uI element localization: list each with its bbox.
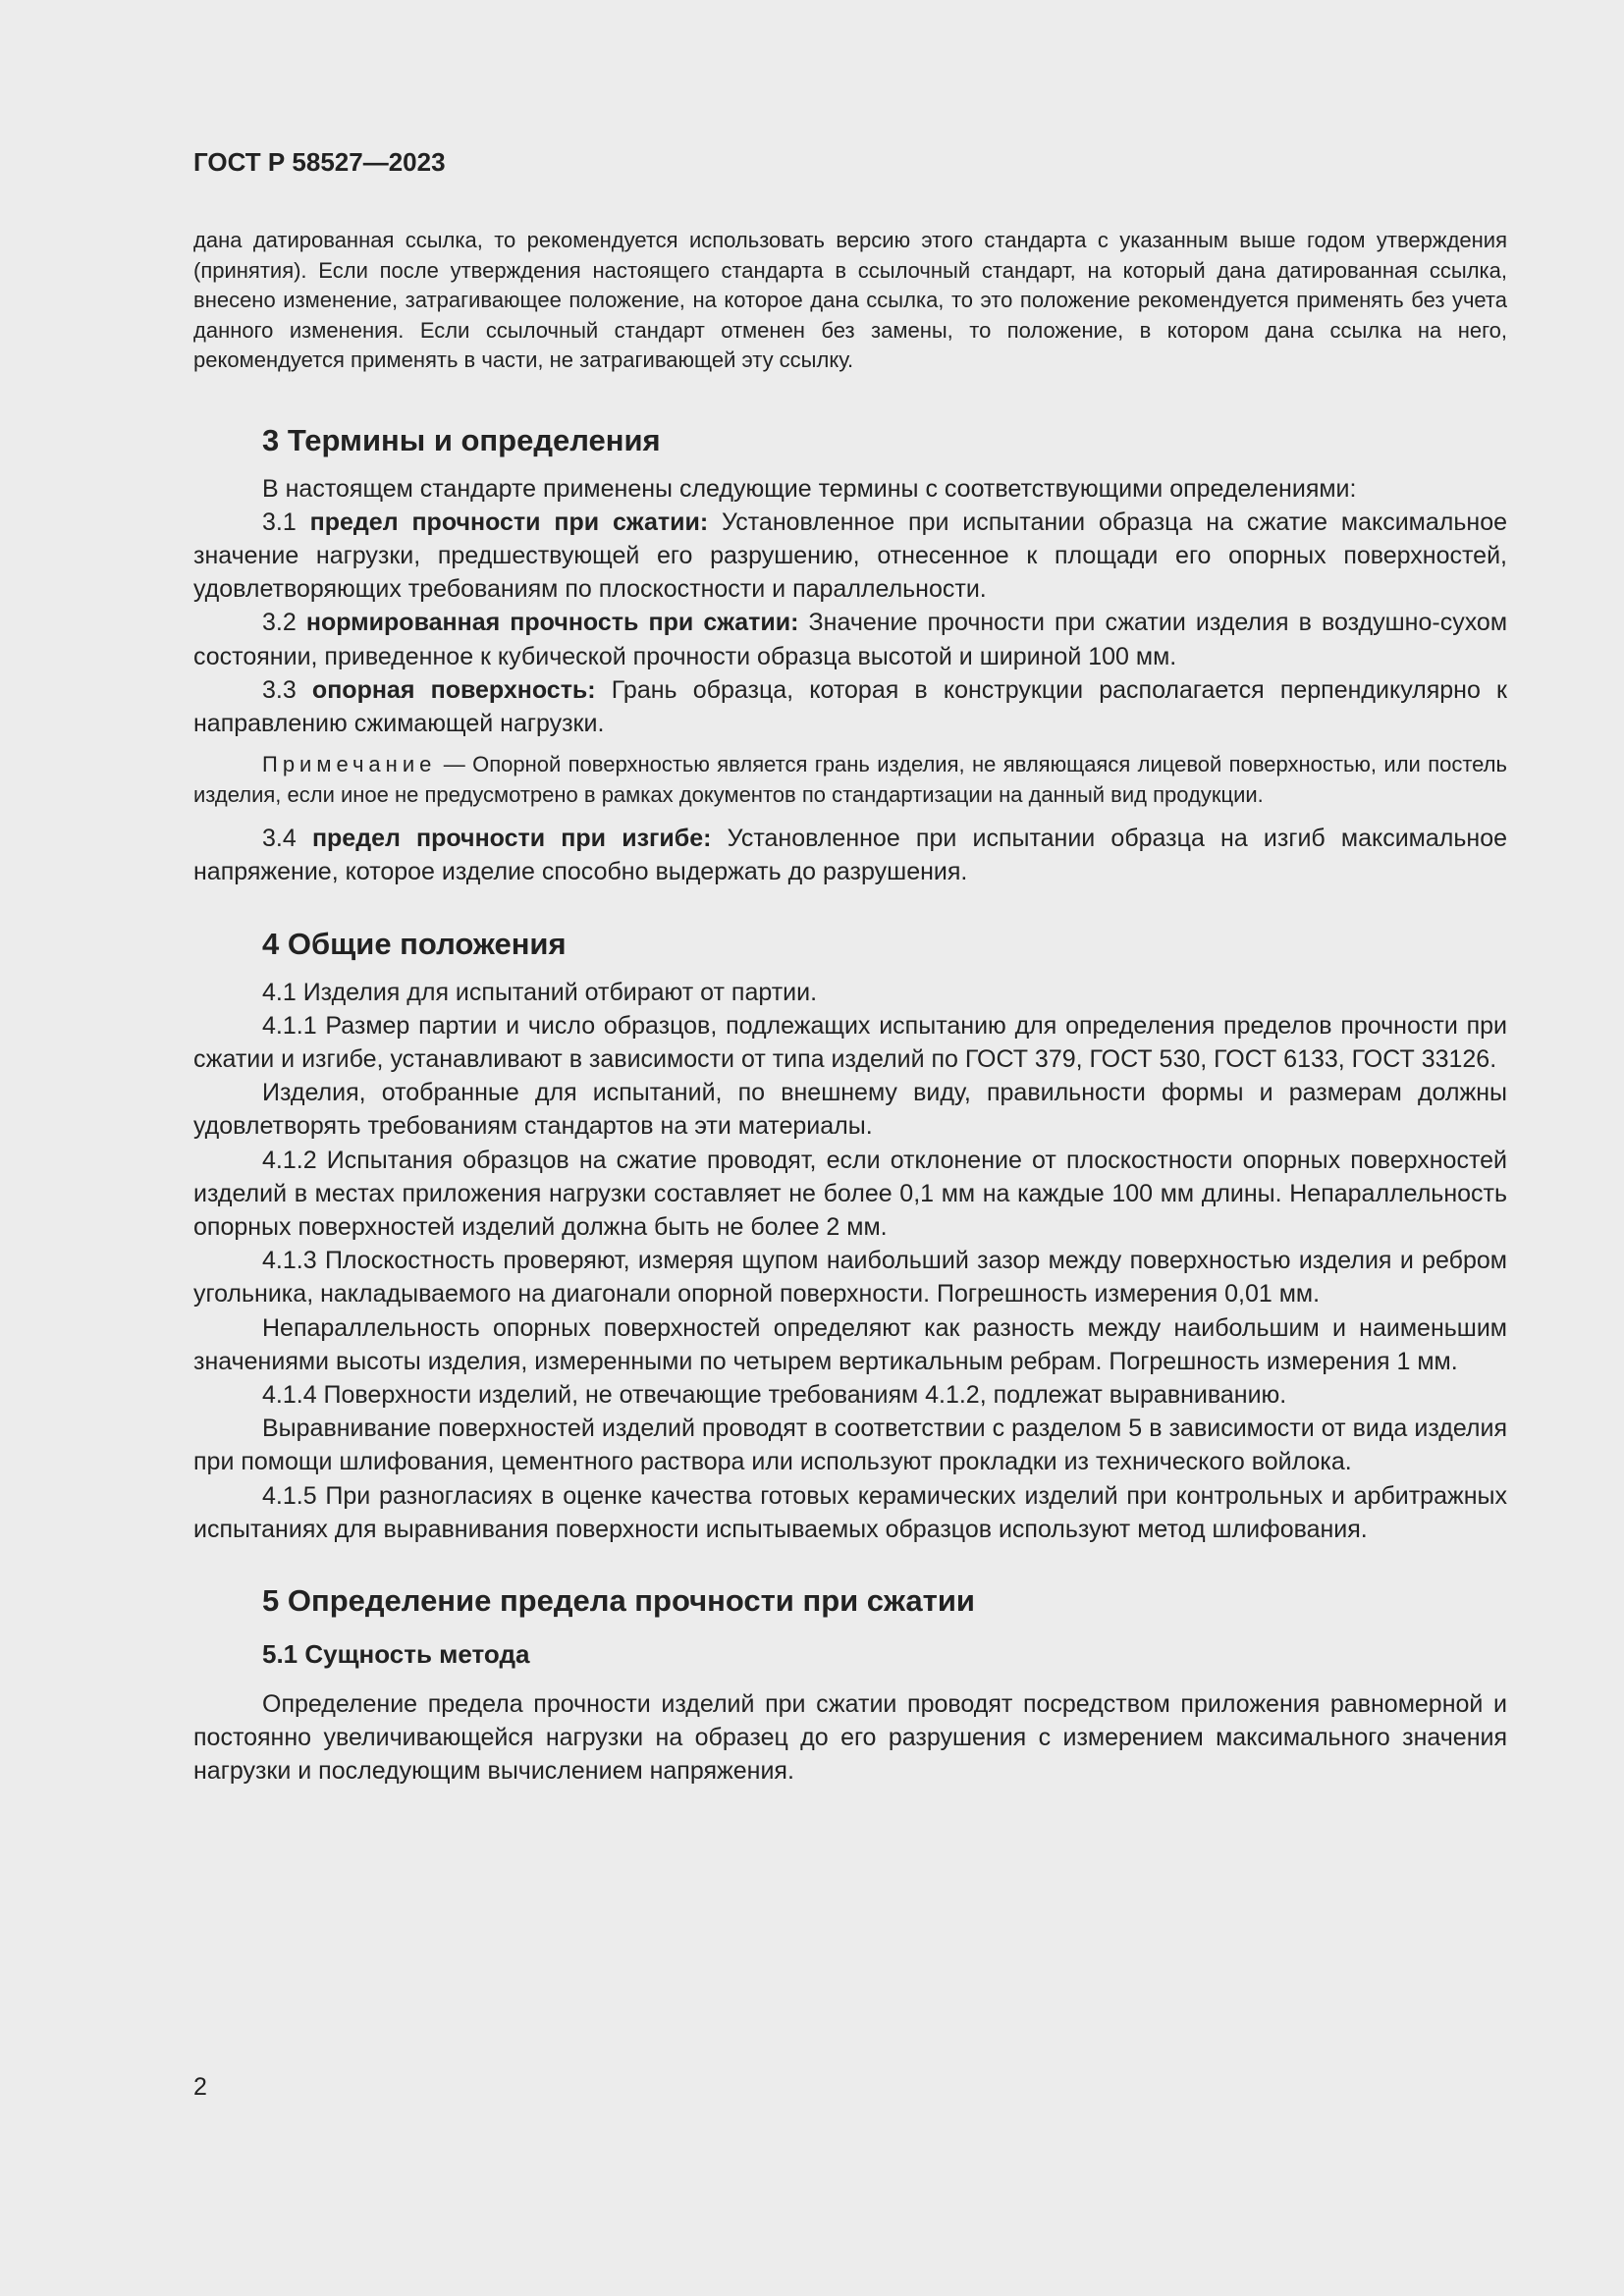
document-code-header: ГОСТ Р 58527—2023 xyxy=(193,147,446,177)
term-definition: Установленное при испытании образца на изгиб максимальное напряжение, которое изделие способно выдержать до разрушения. xyxy=(193,825,1507,886)
term-name: нормированная прочность при сжатии: xyxy=(305,609,799,637)
page-number: 2 xyxy=(193,2073,207,2101)
term-name: предел прочности при сжатии: xyxy=(309,507,709,536)
term-definition: Грань образца, которая в конструкции располагается перпендикулярно к направлению сжимающей нагрузки. xyxy=(193,675,1507,737)
paragraph: Изделия, отобранные для испытаний, по внешнему виду, правильности формы и размерам должны удовлетворять требованиям стандартов на эти материалы. xyxy=(193,1079,1507,1141)
term-number: 3.3 xyxy=(262,675,312,704)
note-label: Примечание xyxy=(262,752,437,777)
term-number: 3.4 xyxy=(262,825,312,853)
term-3-4 xyxy=(193,822,1507,888)
section-4-heading: 4 Общие положения xyxy=(262,926,567,961)
paragraph: 4.1.5 При разногласиях в оценке качества готовых керамических изделий при контрольных и арбитражных испытаниях для выравнивания поверхности испытываемых образцов используют метод шлифования. xyxy=(193,1481,1507,1543)
section-4-body xyxy=(193,976,1507,1546)
term-3-3 xyxy=(193,673,1507,740)
subsection-5-1-heading: 5.1 Сущность метода xyxy=(262,1638,530,1669)
paragraph: 4.1.3 Плоскостность проверяют, измеряя щупом наибольший зазор между поверхностью изделия и ребром угольника, накладываемого на диагонали опорной поверхности. Погрешность измерения 0,01 мм. xyxy=(193,1247,1507,1308)
paragraph: 4.1.2 Испытания образцов на сжатие проводят, если отклонение от плоскостности опорных поверхностей изделий в местах приложения нагрузки составляет не более 0,1 мм на каждые 100 мм длины. Непараллельность опорных поверхностей изделий должна быть не более 2 мм. xyxy=(193,1146,1507,1241)
term-number: 3.2 xyxy=(262,609,306,637)
term-name: предел прочности при изгибе: xyxy=(311,825,712,853)
section-5-1-paragraph: Определение предела прочности изделий при сжатии проводят посредством приложения равномерной и постоянно увеличивающейся нагрузки на образец до его разрушения с измерением максимального значения нагрузки и последующим вычислением напряжения. xyxy=(193,1689,1507,1786)
term-name: опорная поверхность: xyxy=(311,675,596,704)
term-definition: Установленное при испытании образца на сжатие максимальное значение нагрузки, предшествующей его разрушению, отнесенное к площади его опорных поверхностей, удовлетворяющих требованиям по плоскостности и параллельности. xyxy=(193,507,1507,604)
section-3-heading: 3 Термины и определения xyxy=(262,422,661,457)
term-3-1 xyxy=(193,506,1507,607)
note-paragraph xyxy=(193,750,1507,810)
paragraph: 4.1 Изделия для испытаний отбирают от партии. xyxy=(262,978,818,1006)
paragraph: Выравнивание поверхностей изделий проводят в соответствии с разделом 5 в зависимости от вида изделия при помощи шлифования, цементного раствора или используют прокладки из технического войлока. xyxy=(193,1415,1507,1476)
note-text: — Опорной поверхностью является грань изделия, не являющаяся лицевой поверхностью, или постель изделия, если иное не предусмотрено в рамках документов по стандартизации на данный вид продукции. xyxy=(193,752,1507,807)
section-3-lead: В настоящем стандарте применены следующие термины с соответствующими определениями: xyxy=(262,474,1357,503)
intro-paragraph: дана датированная ссылка, то рекомендуется использовать версию этого стандарта с указанным выше годом утверждения (принятия). Если после утверждения настоящего стандарта в ссылочный стандарт, на который дана датированная ссылка, внесено изменение, затрагивающее положение, на которое дана ссылка, то это положение рекомендуется применять без учета данного изменения. Если ссылочный стандарт отменен без замены, то положение, в котором дана ссылка на него, рекомендуется применять в части, не затрагивающей эту ссылку. xyxy=(193,228,1507,372)
paragraph: Непараллельность опорных поверхностей определяют как разность между наибольшим и наименьшим значениями высоты изделия, измеренными по четырем вертикальным ребрам. Погрешность измерения 1 мм. xyxy=(193,1313,1507,1375)
paragraph: 4.1.1 Размер партии и число образцов, подлежащих испытанию для определения пределов прочности при сжатии и изгибе, устанавливают в зависимости от типа изделий по ГОСТ 379, ГОСТ 530, ГОСТ 6133, ГОСТ 33126. xyxy=(193,1011,1507,1073)
paragraph: 4.1.4 Поверхности изделий, не отвечающие требованиям 4.1.2, подлежат выравниванию. xyxy=(262,1380,1287,1409)
term-3-2 xyxy=(193,606,1507,672)
section-5-heading: 5 Определение предела прочности при сжатии xyxy=(262,1582,975,1618)
page-content xyxy=(193,226,1507,1789)
term-definition: Значение прочности при сжатии изделия в воздушно-сухом состоянии, приведенное к кубической прочности образца высотой и шириной 100 мм. xyxy=(193,609,1508,670)
term-number: 3.1 xyxy=(262,507,310,536)
